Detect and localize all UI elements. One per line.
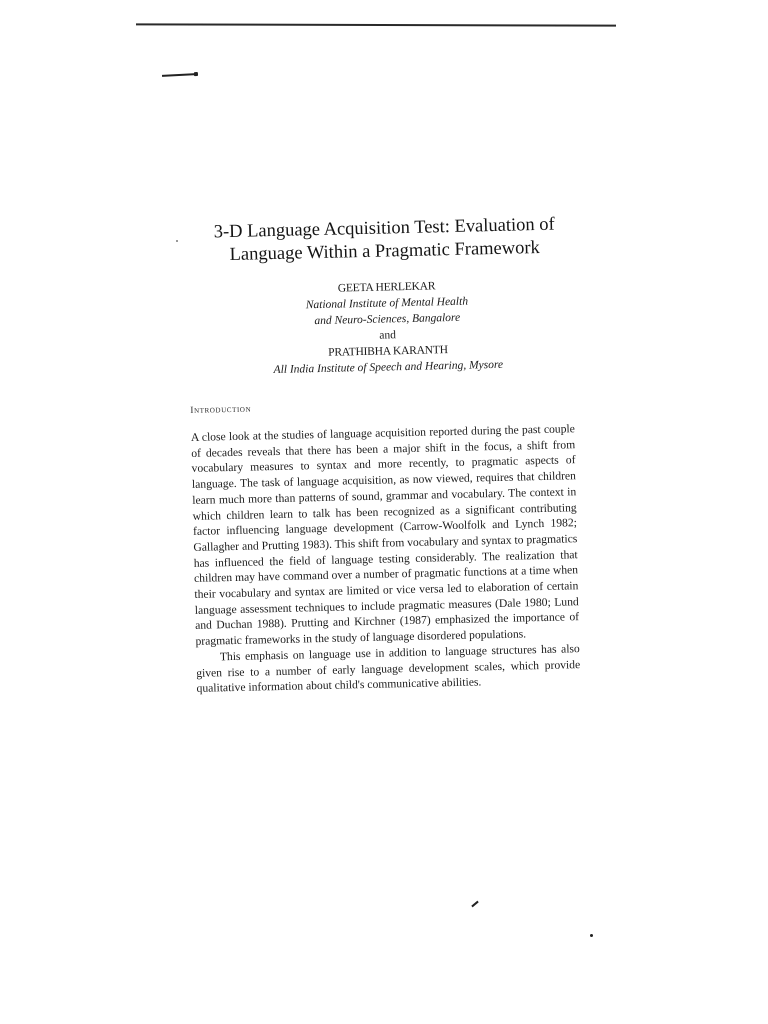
author-affiliation-1a: National Institute of Mental Health (305, 295, 469, 312)
author-block (187, 275, 573, 380)
body-text (191, 421, 581, 697)
author-name-2: PRATHIBHA KARANTH (328, 344, 448, 359)
article (186, 213, 581, 697)
author-affiliation-2: All India Institute of Speech and Hearing, Mysore (273, 358, 504, 377)
speck-mark (590, 934, 593, 937)
section-heading-introduction: Introduction (190, 404, 252, 416)
paragraph-1: A close look at the studies of language acquisition reported during the past couple of decades reveals that there has been a major shift in the focus, a shift from vocabulary measures to syntax and more recently, to pragmatic aspects of language. The task of language acquisition, as now viewed, requires that children learn much more than patterns of sound, grammar and vocabulary. The context in which children learn to talk has been recognized as a significant contributing factor influencing language development (Carrow-Woolfolk and Lynch 1982; Gallagher and Prutting 1983). This shift from vocabulary and syntax to pragmatics has influenced the field of language testing considerably. The realization that children may have command over a number of pragmatic functions at a time when their vocabulary and syntax are limited or vice versa led to elaboration of certain language assessment techniques to include pragmatic measures (Dale 1980; Lund and Duchan 1988). Prutting and Kirchner (1987) emphasized the importance of pragmatic frameworks in the study of language disordered populations. (190, 422, 580, 649)
top-rule (136, 23, 616, 26)
title-line-2: Language Within a Pragmatic Framework (229, 237, 541, 266)
pen-mark (471, 901, 478, 908)
author-name-1: GEETA HERLEKAR (337, 280, 436, 295)
paragraph-2: This emphasis on language use in addition to language structures has also given rise to a number of early language development scales, which provide qualitative information about child's communicative abilities. (196, 642, 581, 696)
speck-mark (176, 240, 178, 242)
pen-mark (162, 73, 196, 77)
article-title (198, 213, 571, 267)
title-line-1: 3-D Language Acquisition Test: Evaluation of (213, 214, 555, 243)
author-conjunction: and (379, 329, 397, 342)
author-affiliation-1b: and Neuro-Sciences, Bangalore (314, 311, 461, 328)
